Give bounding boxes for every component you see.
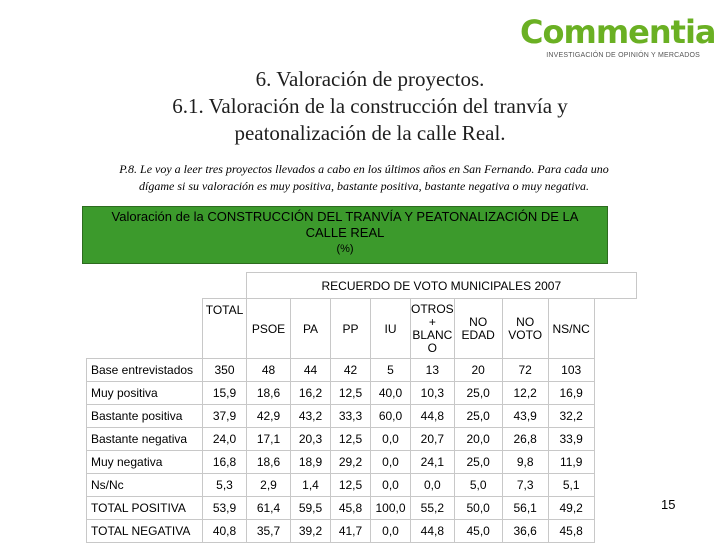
column-header-total: TOTAL: [203, 299, 247, 359]
column-header-pp: PP: [331, 299, 371, 359]
survey-question: [68, 161, 660, 195]
value-cell: 17,1: [247, 428, 291, 451]
page-number: 15: [661, 497, 676, 512]
group-header: RECUERDO DE VOTO MUNICIPALES 2007: [247, 273, 637, 299]
value-cell: 33,9: [548, 428, 594, 451]
value-cell: 0,0: [371, 428, 411, 451]
value-cell: 50,0: [454, 497, 502, 520]
value-cell: 43,2: [291, 405, 331, 428]
value-cell: 0,0: [371, 451, 411, 474]
column-header-nsnc: NS/NC: [548, 299, 594, 359]
value-cell: 60,0: [371, 405, 411, 428]
total-cell: 37,9: [203, 405, 247, 428]
value-cell: 48: [247, 359, 291, 382]
value-cell: 103: [548, 359, 594, 382]
value-cell: 0,0: [371, 520, 411, 543]
value-cell: 12,5: [331, 428, 371, 451]
title-line-1: 6. Valoración de proyectos.: [255, 67, 485, 91]
value-cell: 16,2: [291, 382, 331, 405]
value-cell: 56,1: [502, 497, 548, 520]
value-cell: 2,9: [247, 474, 291, 497]
table-title-unit: (%): [336, 243, 354, 255]
value-cell: 0,0: [371, 474, 411, 497]
total-cell: 53,9: [203, 497, 247, 520]
value-cell: 41,7: [331, 520, 371, 543]
value-cell: 55,2: [411, 497, 455, 520]
value-cell: 59,5: [291, 497, 331, 520]
value-cell: 5,1: [548, 474, 594, 497]
value-cell: 12,5: [331, 474, 371, 497]
commentia-logo: [520, 13, 716, 59]
value-cell: 40,0: [371, 382, 411, 405]
table-row: [87, 405, 637, 428]
total-cell: 24,0: [203, 428, 247, 451]
value-cell: 20,7: [411, 428, 455, 451]
value-cell: 100,0: [371, 497, 411, 520]
value-cell: 9,8: [502, 451, 548, 474]
value-cell: 35,7: [247, 520, 291, 543]
results-table: [86, 272, 637, 543]
title-line-3: peatonalización de la calle Real.: [234, 121, 506, 145]
value-cell: 18,6: [247, 451, 291, 474]
value-cell: 18,9: [291, 451, 331, 474]
value-cell: 12,5: [331, 382, 371, 405]
table-row: [87, 520, 637, 543]
column-header-no-voto: NO VOTO: [502, 299, 548, 359]
value-cell: 1,4: [291, 474, 331, 497]
value-cell: 43,9: [502, 405, 548, 428]
value-cell: 72: [502, 359, 548, 382]
question-line-2: dígame si su valoración es muy positiva, bastante positiva, bastante negativa o muy negativa.: [139, 179, 589, 193]
value-cell: 10,3: [411, 382, 455, 405]
total-cell: 5,3: [203, 474, 247, 497]
value-cell: 61,4: [247, 497, 291, 520]
value-cell: 11,9: [548, 451, 594, 474]
value-cell: 44: [291, 359, 331, 382]
value-cell: 20: [454, 359, 502, 382]
row-label: Bastante positiva: [87, 405, 203, 428]
table-row: [87, 474, 637, 497]
row-label: TOTAL NEGATIVA: [87, 520, 203, 543]
value-cell: 20,0: [454, 428, 502, 451]
value-cell: 32,2: [548, 405, 594, 428]
value-cell: 45,8: [331, 497, 371, 520]
value-cell: 12,2: [502, 382, 548, 405]
column-header-otros-blanco: OTROS + BLANC O: [411, 299, 455, 359]
value-cell: 25,0: [454, 451, 502, 474]
column-header-psoe: PSOE: [247, 299, 291, 359]
question-line-1: P.8. Le voy a leer tres proyectos llevados a cabo en los últimos años en San Fernando. Para cada uno: [119, 162, 609, 176]
value-cell: 13: [411, 359, 455, 382]
column-header-iu: IU: [371, 299, 411, 359]
value-cell: 33,3: [331, 405, 371, 428]
value-cell: 44,8: [411, 520, 455, 543]
row-label: Base entrevistados: [87, 359, 203, 382]
total-cell: 40,8: [203, 520, 247, 543]
value-cell: 18,6: [247, 382, 291, 405]
value-cell: 20,3: [291, 428, 331, 451]
value-cell: 25,0: [454, 405, 502, 428]
table-row: [87, 497, 637, 520]
page-title: [90, 66, 650, 147]
total-cell: 15,9: [203, 382, 247, 405]
value-cell: 26,8: [502, 428, 548, 451]
value-cell: 7,3: [502, 474, 548, 497]
table-row: [87, 428, 637, 451]
value-cell: 42: [331, 359, 371, 382]
value-cell: 45,0: [454, 520, 502, 543]
value-cell: 45,8: [548, 520, 594, 543]
total-cell: 16,8: [203, 451, 247, 474]
table-row: [87, 382, 637, 405]
row-label: Bastante negativa: [87, 428, 203, 451]
value-cell: 0,0: [411, 474, 455, 497]
value-cell: 44,8: [411, 405, 455, 428]
title-line-2: 6.1. Valoración de la construcción del tranvía y: [172, 94, 568, 118]
row-label: TOTAL POSITIVA: [87, 497, 203, 520]
value-cell: 49,2: [548, 497, 594, 520]
column-header-no-edad: NO EDAD: [454, 299, 502, 359]
value-cell: 24,1: [411, 451, 455, 474]
table-title-line-2: CALLE REAL: [305, 225, 385, 240]
value-cell: 5: [371, 359, 411, 382]
value-cell: 25,0: [454, 382, 502, 405]
table-row: [87, 359, 637, 382]
logo-wordmark: Commentia: [520, 13, 716, 51]
row-label: Ns/Nc: [87, 474, 203, 497]
value-cell: 36,6: [502, 520, 548, 543]
table-title-box: [82, 206, 608, 264]
table-title-line-1: Valoración de la CONSTRUCCIÓN DEL TRANVÍA Y PEATONALIZACIÓN DE LA: [111, 209, 579, 224]
row-label: Muy positiva: [87, 382, 203, 405]
value-cell: 42,9: [247, 405, 291, 428]
logo-tagline: INVESTIGACIÓN DE OPINIÓN Y MERCADOS: [546, 52, 700, 59]
table-row: [87, 451, 637, 474]
value-cell: 5,0: [454, 474, 502, 497]
value-cell: 16,9: [548, 382, 594, 405]
value-cell: 29,2: [331, 451, 371, 474]
row-label: Muy negativa: [87, 451, 203, 474]
value-cell: 39,2: [291, 520, 331, 543]
column-header-pa: PA: [291, 299, 331, 359]
total-cell: 350: [203, 359, 247, 382]
